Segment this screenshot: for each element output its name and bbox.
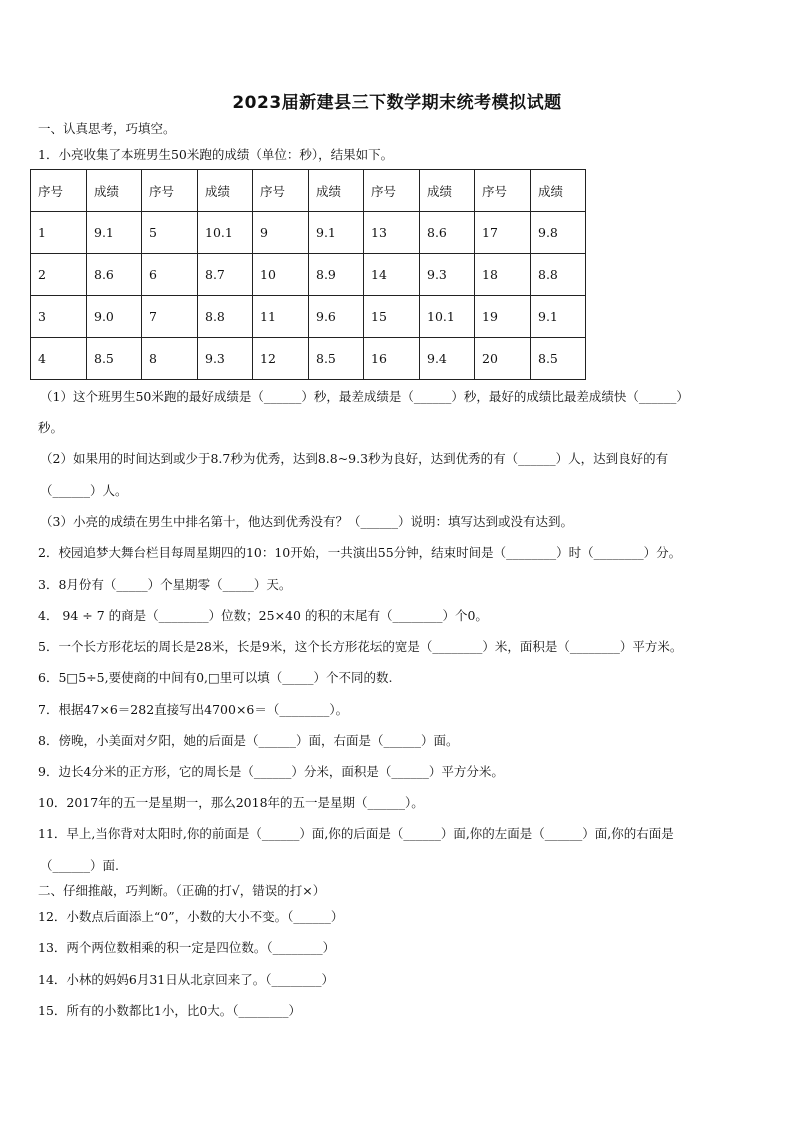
table-cell: 9.1 (531, 296, 586, 338)
table-cell: 1 (31, 212, 87, 254)
table-header-cell: 序号 (364, 170, 420, 212)
section-1-heading: 一、认真思考，巧填空。 (38, 121, 176, 136)
question-13: 13．两个两位数相乘的积一定是四位数。（________） (38, 940, 336, 955)
question-11-cont: （______）面. (40, 858, 119, 873)
table-cell: 2 (31, 254, 87, 296)
table-header-cell: 成绩 (531, 170, 586, 212)
table-cell: 11 (253, 296, 309, 338)
table-cell: 8 (142, 338, 198, 380)
table-cell: 10 (253, 254, 309, 296)
table-cell: 10.1 (420, 296, 475, 338)
table-cell: 5 (142, 212, 198, 254)
table-cell: 8.9 (309, 254, 364, 296)
table-cell: 9 (253, 212, 309, 254)
table-cell: 10.1 (198, 212, 253, 254)
table-cell: 19 (475, 296, 531, 338)
table-cell: 9.3 (420, 254, 475, 296)
table-row (31, 254, 586, 296)
table-cell: 18 (475, 254, 531, 296)
table-cell: 9.3 (198, 338, 253, 380)
table-cell: 17 (475, 212, 531, 254)
question-1-part-2: （2）如果用的时间达到或少于8.7秒为优秀，达到8.8~9.3秒为良好，达到优秀的有（______）人，达到良好的有 (40, 451, 669, 466)
table-cell: 15 (364, 296, 420, 338)
question-1: 1．小亮收集了本班男生50米跑的成绩（单位：秒），结果如下。 (38, 147, 394, 162)
table-cell: 8.5 (309, 338, 364, 380)
table-header-cell: 成绩 (87, 170, 142, 212)
table-cell: 8.7 (198, 254, 253, 296)
table-cell: 9.6 (309, 296, 364, 338)
table-cell: 9.0 (87, 296, 142, 338)
question-4: 4． 94 ÷ 7 的商是（________）位数；25×40 的积的末尾有（________）个0。 (38, 608, 488, 623)
table-cell: 9.4 (420, 338, 475, 380)
table-cell: 9.1 (309, 212, 364, 254)
table-cell: 16 (364, 338, 420, 380)
question-8: 8．傍晚，小美面对夕阳，她的后面是（______）面，右面是（______）面。 (38, 733, 459, 748)
question-2: 2．校园追梦大舞台栏目每周星期四的10：10开始，一共演出55分钟，结束时间是（________）时（________）分。 (38, 545, 682, 560)
table-cell: 3 (31, 296, 87, 338)
table-cell: 20 (475, 338, 531, 380)
table-header-cell: 成绩 (420, 170, 475, 212)
table-row (31, 212, 586, 254)
table-cell: 9.8 (531, 212, 586, 254)
table-cell: 4 (31, 338, 87, 380)
section-2-heading: 二、仔细推敲，巧判断。（正确的打√，错误的打×） (38, 883, 326, 898)
page-title: 2023届新建县三下数学期末统考模拟试题 (232, 93, 562, 113)
question-12: 12．小数点后面添上“0”，小数的大小不变。（______） (38, 909, 344, 924)
score-table (30, 169, 586, 380)
question-3: 3．8月份有（_____）个星期零（_____）天。 (38, 577, 292, 592)
question-5: 5．一个长方形花坛的周长是28米，长是9米，这个长方形花坛的宽是（________）米，面积是（________）平方米。 (38, 639, 683, 654)
question-1-part-2-cont: （______）人。 (40, 483, 128, 498)
table-cell: 6 (142, 254, 198, 296)
question-1-part-1: （1）这个班男生50米跑的最好成绩是（______）秒，最差成绩是（______）秒，最好的成绩比最差成绩快（______） (40, 389, 689, 404)
table-header-cell: 序号 (31, 170, 87, 212)
table-cell: 7 (142, 296, 198, 338)
table-row (31, 338, 586, 380)
question-1-part-1-cont: 秒。 (38, 420, 64, 435)
table-cell: 8.5 (87, 338, 142, 380)
table-cell: 8.8 (531, 254, 586, 296)
question-9: 9．边长4分米的正方形，它的周长是（______）分米，面积是（______）平方分米。 (38, 764, 504, 779)
table-cell: 9.1 (87, 212, 142, 254)
question-14: 14．小林的妈妈6月31日从北京回来了。（________） (38, 972, 335, 987)
table-header-cell: 成绩 (309, 170, 364, 212)
question-11: 11．早上,当你背对太阳时,你的前面是（______）面,你的后面是（______）面,你的左面是（______）面,你的右面是 (38, 826, 674, 841)
table-header-row (31, 170, 586, 212)
table-row (31, 296, 586, 338)
question-7: 7．根据47×6＝282直接写出4700×6＝（________）。 (38, 702, 349, 717)
table-header-cell: 序号 (253, 170, 309, 212)
table-cell: 8.8 (198, 296, 253, 338)
table-cell: 13 (364, 212, 420, 254)
table-header-cell: 序号 (142, 170, 198, 212)
table-header-cell: 序号 (475, 170, 531, 212)
question-15: 15．所有的小数都比1小，比0大。（________） (38, 1003, 302, 1018)
table-cell: 14 (364, 254, 420, 296)
table-header-cell: 成绩 (198, 170, 253, 212)
table-cell: 8.5 (531, 338, 586, 380)
question-10: 10．2017年的五一是星期一，那么2018年的五一是星期（______）。 (38, 795, 424, 810)
table-cell: 12 (253, 338, 309, 380)
table-cell: 8.6 (87, 254, 142, 296)
table-cell: 8.6 (420, 212, 475, 254)
question-1-part-3: （3）小亮的成绩在男生中排名第十，他达到优秀没有？（______）说明：填写达到或没有达到。 (40, 514, 573, 529)
question-6: 6．5□5÷5,要使商的中间有0,□里可以填（_____）个不同的数. (38, 670, 393, 685)
